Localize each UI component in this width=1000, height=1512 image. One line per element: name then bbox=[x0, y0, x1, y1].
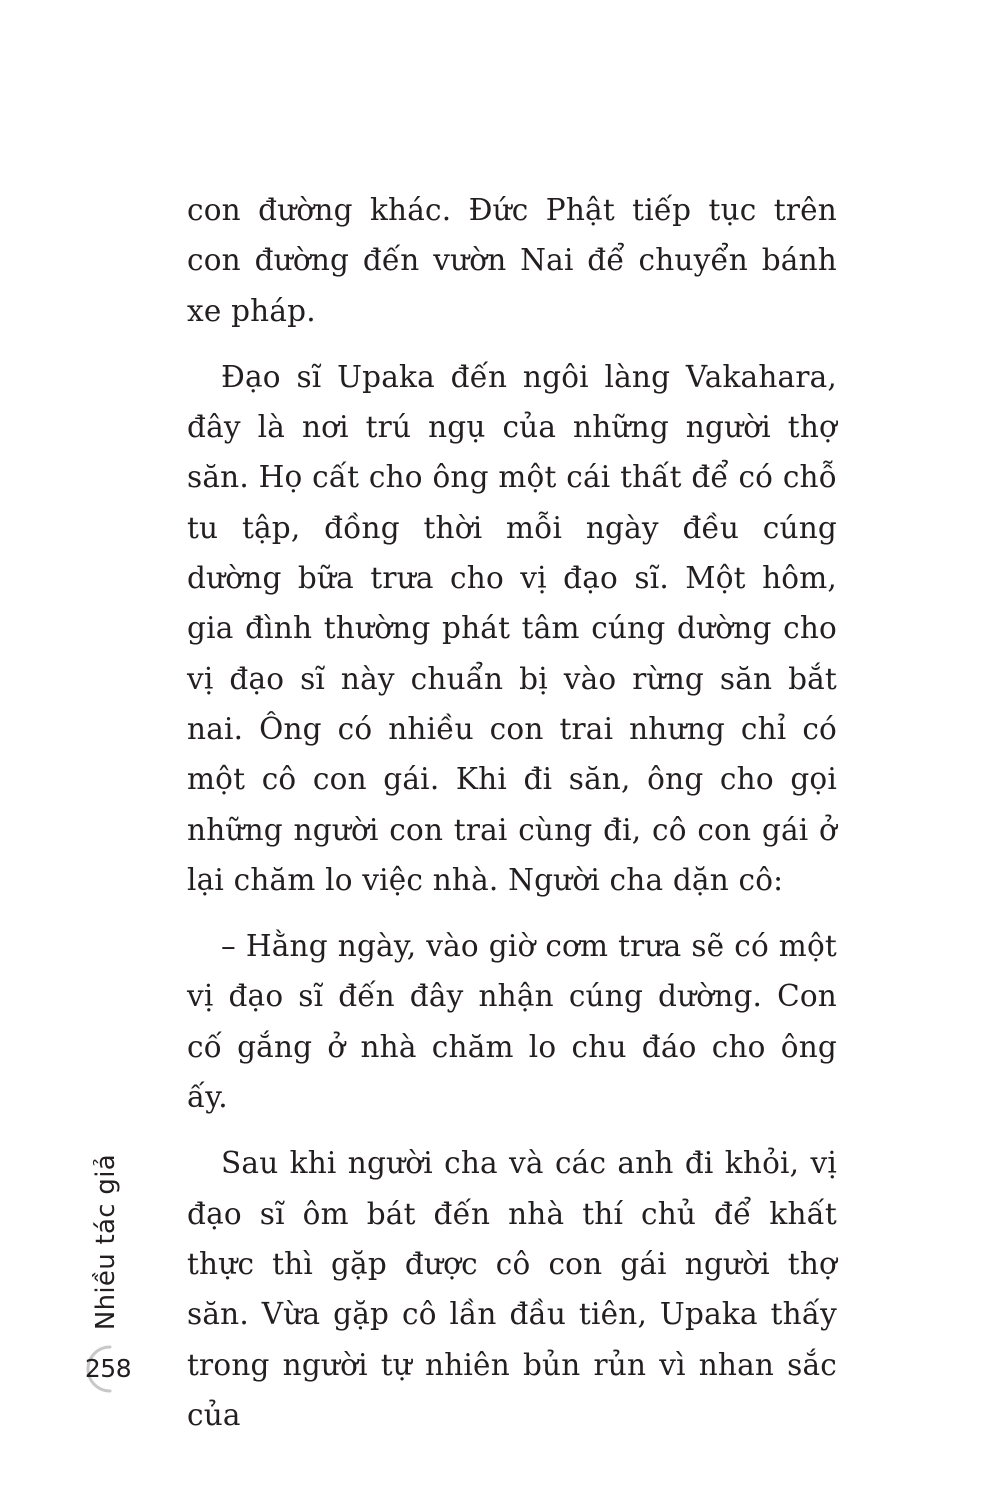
paragraph-4: Sau khi người cha và các anh đi khỏi, vị đạo sĩ ôm bát đến nhà thí chủ để khất thực thì gặp được cô con gái người thợ săn. Vừa gặp cô lần đầu tiên, Upaka thấy trong người tự nhiên bủn rủn vì nhan sắc của bbox=[187, 1146, 837, 1432]
page-number-badge bbox=[80, 1341, 136, 1397]
margin-author bbox=[88, 1150, 124, 1330]
paragraph-2: Đạo sĩ Upaka đến ngôi làng Vakahara, đây là nơi trú ngụ của những người thợ săn. Họ cất cho ông một cái thất để có chỗ tu tập, đồng thời mỗi ngày đều cúng dường bữa trưa cho vị đạo sĩ. Một hôm, gia đình thường phát tâm cúng dường cho vị đạo sĩ này chuẩn bị vào rừng săn bắt nai. Ông có nhiều con trai nhưng chỉ có một cô con gái. Khi đi săn, ông cho gọi những người con trai cùng đi, cô con gái ở lại chăm lo việc nhà. Người cha dặn cô: bbox=[187, 359, 837, 897]
page-number: 258 bbox=[84, 1354, 132, 1383]
page-body bbox=[187, 185, 837, 1456]
paragraph-3: – Hằng ngày, vào giờ cơm trưa sẽ có một vị đạo sĩ đến đây nhận cúng dường. Con cố gắng ở nhà chăm lo chu đáo cho ông ấy. bbox=[187, 929, 837, 1115]
author-label: Nhiều tác giả bbox=[91, 1153, 121, 1330]
paragraph-1: con đường khác. Đức Phật tiếp tục trên con đường đến vườn Nai để chuyển bánh xe pháp. bbox=[187, 193, 837, 328]
